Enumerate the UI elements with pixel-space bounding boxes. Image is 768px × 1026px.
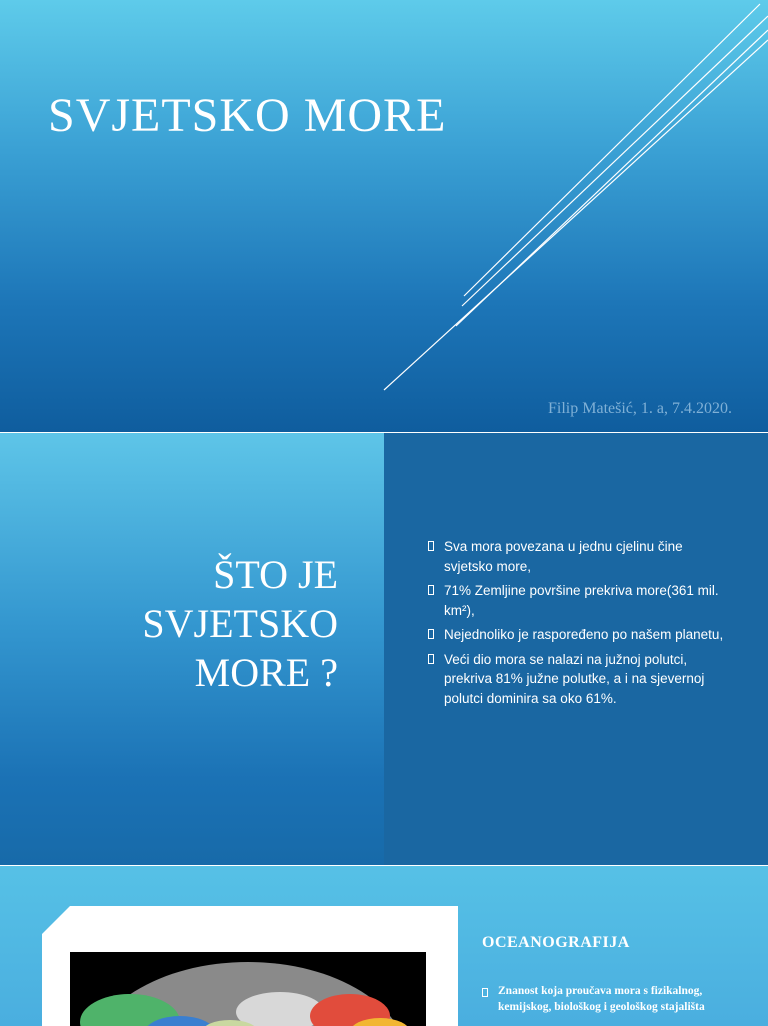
deco-line bbox=[456, 30, 768, 326]
ocean-map-graphic bbox=[70, 952, 426, 1026]
slide-title: SVJETSKO MORE bbox=[48, 89, 447, 142]
bullet-icon bbox=[428, 541, 434, 551]
slide-subtitle: Filip Matešić, 1. a, 7.4.2020. bbox=[548, 400, 732, 417]
list-item bbox=[428, 650, 728, 709]
decorative-lines bbox=[0, 0, 768, 432]
ocean-map-image bbox=[70, 952, 426, 1026]
heading-panel bbox=[0, 433, 384, 865]
bullet-text: Sva mora povezana u jednu cjelinu čine svjetsko more, bbox=[444, 539, 683, 574]
bullet-text: Znanost koja proučava mora s fizikalnog, kemijskog, biološkog i geološkog stajališta bbox=[498, 985, 705, 1013]
list-item bbox=[428, 537, 728, 576]
bullet-icon bbox=[428, 654, 434, 664]
oceanography-slide bbox=[0, 866, 768, 1026]
list-item bbox=[428, 625, 728, 645]
bullet-icon bbox=[428, 585, 434, 595]
bullet-icon bbox=[482, 988, 488, 997]
section-heading: OCEANOGRAFIJA bbox=[482, 934, 630, 951]
deco-line bbox=[464, 4, 760, 296]
slide-heading: ŠTO JE SVJETSKO MORE ? bbox=[142, 552, 338, 695]
deco-line bbox=[462, 16, 768, 306]
list-item bbox=[428, 581, 728, 620]
bullet-text: Veći dio mora se nalazi na južnoj polutci, prekriva 81% južne polutke, a i na sjevernoj polutci dominira sa oko 61%. bbox=[444, 651, 705, 706]
content-slide bbox=[0, 433, 768, 865]
list-item bbox=[482, 984, 728, 1015]
bullet-text: 71% Zemljine površine prekriva more(361 mil. km²), bbox=[444, 583, 719, 618]
bullet-list bbox=[384, 433, 768, 709]
bullets-panel bbox=[384, 433, 768, 865]
bullet-icon bbox=[428, 629, 434, 639]
bullet-text: Nejednoliko je raspoređeno po našem planetu, bbox=[444, 627, 724, 643]
title-slide bbox=[0, 0, 768, 432]
